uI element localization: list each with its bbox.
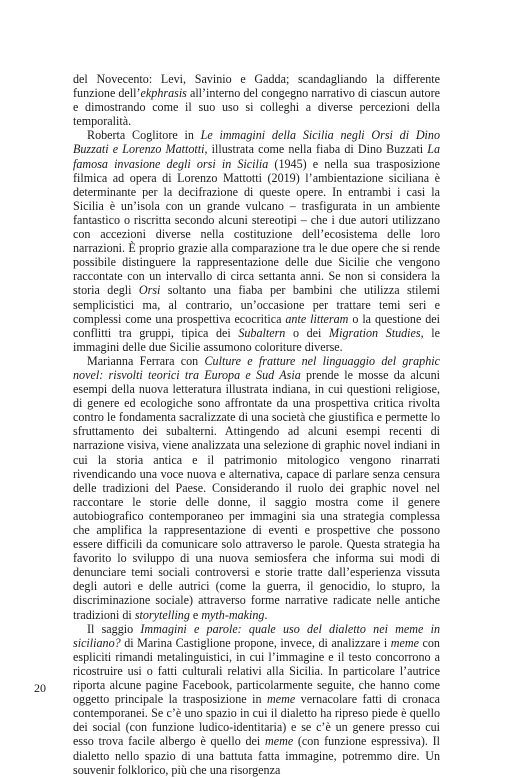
italic-text: Subaltern xyxy=(238,325,286,340)
italic-text: Orsi xyxy=(138,283,161,298)
paragraph xyxy=(73,128,440,354)
text-run: prende le mosse da alcuni esempi della nuova letteratura illustrata indiana, in cui questioni religiose, di genere ed ecologiche sono affrontate da una prospettiva critica rivolta contro le fondamenta sacralizzate di una società che giustifica e permette lo sfruttamento dei subalterni. Attingendo ad alcuni esempi recenti di narrazione visiva, viene analizzata una selezione di graphic novel indiani in cui la storia antica e il patrimonio mitologico vengono rinarrati rivendicando una voce nuova e alternativa, capace di parlare senza censura delle tradizioni del Paese. Considerando il ruolo dei graphic novel nel raccontare le storie delle donne, il saggio mostra come il genere autobiografico contemporaneo per immagini sia una strategia complessa che amplifica la rappresentazione di eventi e prospettive che possono essere difficili da comunicare solo attraverso le parole. Questa strategia ha favorito lo sviluppo di una nuova semiosfera che informa sui modi di denunciare temi sociali controversi e storie tratte dall’esperienza vissuta degli autori e delle autrici (come la guerra, il genocidio, lo stupro, la discriminazione sociale) attraverso forme narrative radicate nelle antiche tradizioni di xyxy=(73,367,440,622)
italic-text: meme xyxy=(264,734,294,749)
italic-text: Le immagini della Sicilia negli Orsi di Dino Buzzati e Lorenzo Mattotti xyxy=(73,128,441,157)
text-run: , le immagini delle due Sicilie assumono coloriture diverse. xyxy=(73,325,440,354)
italic-text: meme xyxy=(266,692,296,707)
paragraph xyxy=(73,354,440,622)
text-run: e xyxy=(189,607,202,622)
italic-text: Immagini e parole: quale uso del dialetto nei meme in siciliano? xyxy=(73,621,440,650)
text-run: , illustrata come nella fiaba di Dino Buzzati xyxy=(204,142,428,157)
italic-text: La famosa invasione degli orsi in Sicilia xyxy=(73,142,441,171)
text-run: o dei xyxy=(285,325,330,340)
paragraph xyxy=(73,72,440,128)
text-run: del Novecento: Levi, Savinio e Gadda; scandagliando la differente funzione dell’ xyxy=(73,72,440,101)
text-run: . xyxy=(264,607,268,622)
text-run: Roberta Coglitore in xyxy=(87,128,201,143)
italic-text: Culture e fratture nel linguaggio del graphic novel: risvolti teorici tra Europa e Sud Asia xyxy=(73,353,440,382)
text-run: Marianna Ferrara con xyxy=(87,353,205,368)
italic-text: ante litteram xyxy=(285,311,349,326)
text-run: Il saggio xyxy=(87,621,141,636)
text-run: vernacolare fatti di cronaca contemporanei. Se c’è uno spazio in cui il dialetto ha ripreso piede è quello dei social (con funzione ludico-identitaria) e se c’è un genere presso cui esso trova facile albergo è quello dei xyxy=(73,692,440,749)
text-run: di Marina Castiglione propone, invece, di analizzare i xyxy=(120,635,391,650)
page-body-text xyxy=(73,72,440,777)
italic-text: ekphrasis xyxy=(140,86,187,101)
text-run: con espliciti rimandi metalinguistici, in cui l’immagine e il testo concorrono a ricostruire usi o fatti culturali relativi alla Sicilia. In particolare l’autrice riporta alcune pagine Facebook, particolarmente seguite, che hanno come oggetto principale la trasposizione in xyxy=(73,635,440,707)
italic-text: meme xyxy=(390,635,419,650)
text-run: all’interno del congegno narrativo di ciascun autore e dimostrando come il suo uso si colleghi a diverse percezioni della temporalità. xyxy=(73,86,440,129)
text-run: soltanto una fiaba per bambini che utilizza stilemi semplicistici ma, al contrario, un’occasione per trattare temi seri e complessi come una prospettiva ecocritica xyxy=(73,283,440,326)
page-number: 20 xyxy=(34,681,46,695)
italic-text: storytelling xyxy=(134,607,190,622)
text-run: (1945) e nella sua trasposizione filmica ad opera di Lorenzo Mattotti (2019) l’ambientazione siciliana è determinante per la decifrazione di queste opere. In entrambi i casi la Sicilia è un’isola con un grande vulcano – trasfigurata in un ambiente fantastico o riscritta secondo alcuni stereotipi – che i due autori utilizzano con accezioni diverse nella costituzione dell’ecosistema delle loro narrazioni. È proprio grazie alla comparazione tra le due opere che si rende possibile distinguere la rappresentazione delle due Sicilie che vengono raccontate con un intervallo di circa settanta anni. Se non si considera la storia degli xyxy=(73,156,440,298)
italic-text: Migration Studies xyxy=(329,325,421,340)
text-run: (con funzione espressiva). Il dialetto nello spazio di una battuta fatta immagine, potremmo dire. Un souvenir folklorico, più che una risorgenza xyxy=(73,734,441,777)
text-run: o la questione dei conflitti tra gruppi, tipica dei xyxy=(73,311,441,340)
paragraph xyxy=(73,622,440,777)
italic-text: myth-making xyxy=(201,607,265,622)
